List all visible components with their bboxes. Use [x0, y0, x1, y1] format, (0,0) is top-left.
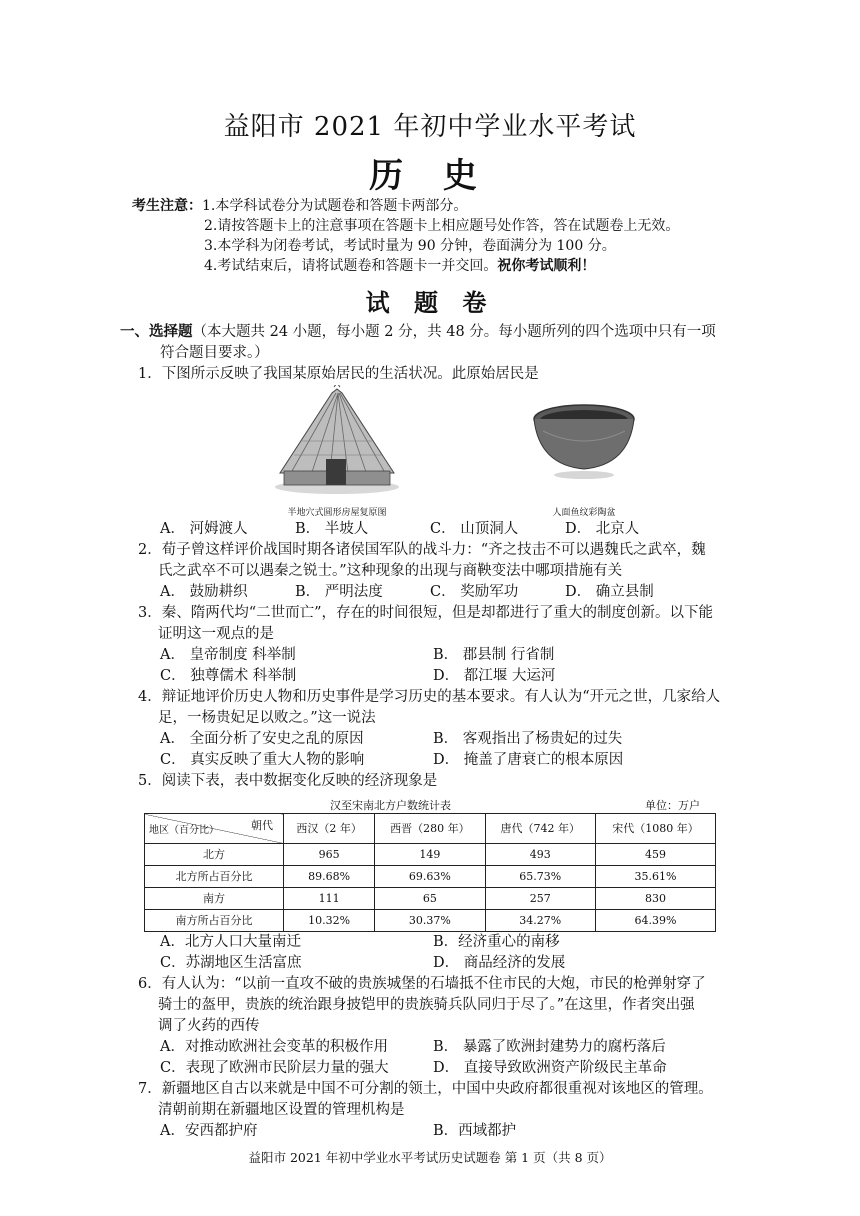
- option-c: C． 山顶洞人: [430, 521, 519, 537]
- question-6-stem: [120, 974, 740, 1037]
- table-cell: 65: [375, 888, 485, 910]
- option-d: D． 都江堰 大运河: [433, 668, 556, 684]
- question-content: [120, 321, 740, 1142]
- notice-item: 1.本学科试卷分为试题卷和答题卡两部分。: [202, 198, 468, 214]
- question-3-stem-line1: 3．秦、隋两代均“二世而亡”，存在的时间很短，但是却都进行了重大的制度创新。以下能: [138, 605, 714, 621]
- table-cell: 830: [595, 888, 715, 910]
- option-a: A． 皇帝制度 科举制: [160, 647, 296, 663]
- section-heading: [120, 321, 740, 364]
- pottery-basin-illustration: [529, 385, 639, 485]
- table-title: 汉至宋南北方户数统计表: [330, 799, 451, 812]
- option-b: B． 客观指出了杨贵妃的过失: [433, 731, 623, 747]
- table-corner-cell: [145, 814, 284, 844]
- table-cell: 10.32%: [284, 910, 375, 932]
- table-header: [120, 792, 740, 813]
- column-header: 西汉（2 年）: [284, 814, 375, 844]
- question-6-stem-line3: 调了火药的西传: [158, 1018, 260, 1034]
- option-a: A．对推动欧洲社会变革的积极作用: [160, 1039, 388, 1055]
- question-5-options-row1: [120, 932, 740, 953]
- table-cell: 111: [284, 888, 375, 910]
- table-cell: 459: [595, 844, 715, 866]
- option-c: C．表现了欧洲市民阶层力量的强大: [160, 1060, 389, 1076]
- page-footer: 益阳市 2021 年初中学业水平考试历史试题卷 第 1 页（共 8 页）: [248, 1150, 612, 1165]
- option-b: B． 严明法度: [295, 584, 383, 600]
- household-stats-table: [144, 813, 716, 932]
- notice-wish: 祝你考试顺利！: [497, 258, 596, 274]
- exam-title: 益阳市 2021 年初中学业水平考试: [223, 112, 637, 142]
- row-label: 南方: [145, 888, 284, 910]
- question-4-stem-line2: 足，一杨贵妃足以败之。”这一说法: [158, 710, 376, 726]
- question-6-stem-line1: 6．有人认为：“以前一直攻不破的贵族城堡的石墙抵不住市民的大炮，市民的枪弹射穿了: [138, 976, 706, 992]
- figure-basin-caption: 人面鱼纹彩陶盆: [552, 508, 616, 518]
- table-row: [145, 888, 716, 910]
- table-cell: 965: [284, 844, 375, 866]
- table-cell: 64.39%: [595, 910, 715, 932]
- figure-hut-caption: 半地穴式圆形房屋复原图: [287, 508, 387, 518]
- option-a: A． 全面分析了安史之乱的原因: [160, 731, 364, 747]
- column-header: 西晋（280 年）: [375, 814, 485, 844]
- question-7-stem-line2: 清朝前期在新疆地区设置的管理机构是: [158, 1102, 405, 1118]
- option-c: C． 奖励军功: [430, 584, 519, 600]
- question-2-stem-line1: 2．荀子曾这样评价战国时期各诸侯国军队的战斗力：“齐之技击不可以遇魏氏之武卒，魏: [138, 542, 706, 558]
- question-1-stem: 1．下图所示反映了我国某原始居民的生活状况。此原始居民是: [138, 366, 539, 382]
- subject-title: 历 史: [369, 156, 491, 196]
- option-c: C． 真实反映了重大人物的影响: [160, 752, 365, 768]
- question-1-figures: [252, 385, 740, 519]
- question-4-stem-line1: 4．辩证地评价历史人物和历史事件是学习历史的基本要求。有人认为“开元之世，几家给人: [138, 689, 721, 705]
- corner-top-label: 朝代: [251, 819, 273, 832]
- option-c: C．苏湖地区生活富庶: [160, 955, 302, 971]
- question-2-options: [120, 582, 740, 603]
- question-4-options-row2: [120, 750, 740, 771]
- question-7-stem: [120, 1079, 740, 1121]
- table-cell: 493: [485, 844, 595, 866]
- figure-hut: [252, 385, 422, 519]
- option-d: D． 北京人: [565, 521, 640, 537]
- notice-item: 3.本学科为闭卷考试，考试时量为 90 分钟，卷面满分为 100 分。: [204, 238, 616, 254]
- option-a: A． 鼓励耕织: [160, 584, 248, 600]
- question-3-options-row2: [120, 666, 740, 687]
- table-cell: 35.61%: [595, 866, 715, 888]
- table-cell: 65.73%: [485, 866, 595, 888]
- notice-label: 考生注意：: [132, 198, 202, 214]
- question-2-stem-line2: 氏之武卒不可以遇秦之锐士。”这种现象的出现与商鞅变法中哪项措施有关: [158, 563, 623, 579]
- question-4-options-row1: [120, 729, 740, 750]
- option-d: D． 掩盖了唐衰亡的根本原因: [433, 752, 624, 768]
- option-d: D． 商品经济的发展: [433, 955, 566, 971]
- table-row: [145, 844, 716, 866]
- question-6-options-row1: [120, 1037, 740, 1058]
- paper-title: 试 题 卷: [365, 288, 495, 317]
- question-1-options: [120, 519, 740, 540]
- option-d: D． 直接导致欧洲资产阶级民主革命: [433, 1060, 667, 1076]
- section-desc: （本大题共 24 小题，每小题 2 分，共 48 分。每小题所列的四个选项中只有一项: [192, 324, 716, 340]
- option-c: C． 独尊儒术 科举制: [160, 668, 297, 684]
- question-5-stem: 5．阅读下表，表中数据变化反映的经济现象是: [138, 773, 438, 789]
- question-2-stem: [120, 540, 740, 582]
- row-label: 北方: [145, 844, 284, 866]
- option-b: B． 郡县制 行省制: [433, 647, 555, 663]
- table-cell: 69.63%: [375, 866, 485, 888]
- section-desc-cont: 符合题目要求。）: [160, 345, 269, 361]
- notice-item: 4.考试结束后，请将试题卷和答题卡一并交回。: [204, 258, 498, 274]
- question-7-stem-line1: 7．新疆地区自古以来就是中国不可分割的领土，中国中央政府都很重视对该地区的管理。: [138, 1081, 713, 1097]
- table-row: [145, 910, 716, 932]
- option-b: B．经济重心的南移: [433, 934, 560, 950]
- table-cell: 257: [485, 888, 595, 910]
- option-b: B． 暴露了欧洲封建势力的腐朽落后: [433, 1039, 666, 1055]
- option-a: A．北方人口大量南迁: [160, 934, 301, 950]
- column-header: 唐代（742 年）: [485, 814, 595, 844]
- question-5-options-row2: [120, 953, 740, 974]
- thatched-hut-illustration: [272, 385, 402, 497]
- column-header: 宋代（1080 年）: [595, 814, 715, 844]
- question-3-stem: [120, 603, 740, 645]
- question-4-stem: [120, 687, 740, 729]
- notice-item: 2.请按答题卡上的注意事项在答题卡上相应题号处作答，答在试题卷上无效。: [204, 218, 680, 234]
- table-cell: 89.68%: [284, 866, 375, 888]
- table-cell: 149: [375, 844, 485, 866]
- row-label: 北方所占百分比: [145, 866, 284, 888]
- question-6-stem-line2: 骑士的盔甲，贵族的统治跟身披铠甲的贵族骑兵队同归于尽了。”在这里，作者突出强: [158, 997, 695, 1013]
- option-b: B．西域都护: [433, 1123, 517, 1139]
- question-6-options-row2: [120, 1058, 740, 1079]
- corner-bottom-label: 地区（百分比）: [149, 825, 219, 836]
- option-a: A．安西都护府: [160, 1123, 258, 1139]
- option-a: A． 河姆渡人: [160, 521, 248, 537]
- exam-notice: [132, 196, 679, 276]
- table-cell: 30.37%: [375, 910, 485, 932]
- table-unit: 单位：万户: [645, 799, 700, 812]
- option-b: B． 半坡人: [295, 521, 369, 537]
- table-cell: 34.27%: [485, 910, 595, 932]
- question-3-options-row1: [120, 645, 740, 666]
- question-3-stem-line2: 证明这一观点的是: [158, 626, 274, 642]
- section-title: 一、选择题: [120, 323, 193, 340]
- table-header-row: [145, 814, 716, 844]
- question-7-options-row1: [120, 1121, 740, 1142]
- option-d: D． 确立县制: [565, 584, 654, 600]
- figure-basin: [514, 385, 654, 519]
- row-label: 南方所占百分比: [145, 910, 284, 932]
- table-row: [145, 866, 716, 888]
